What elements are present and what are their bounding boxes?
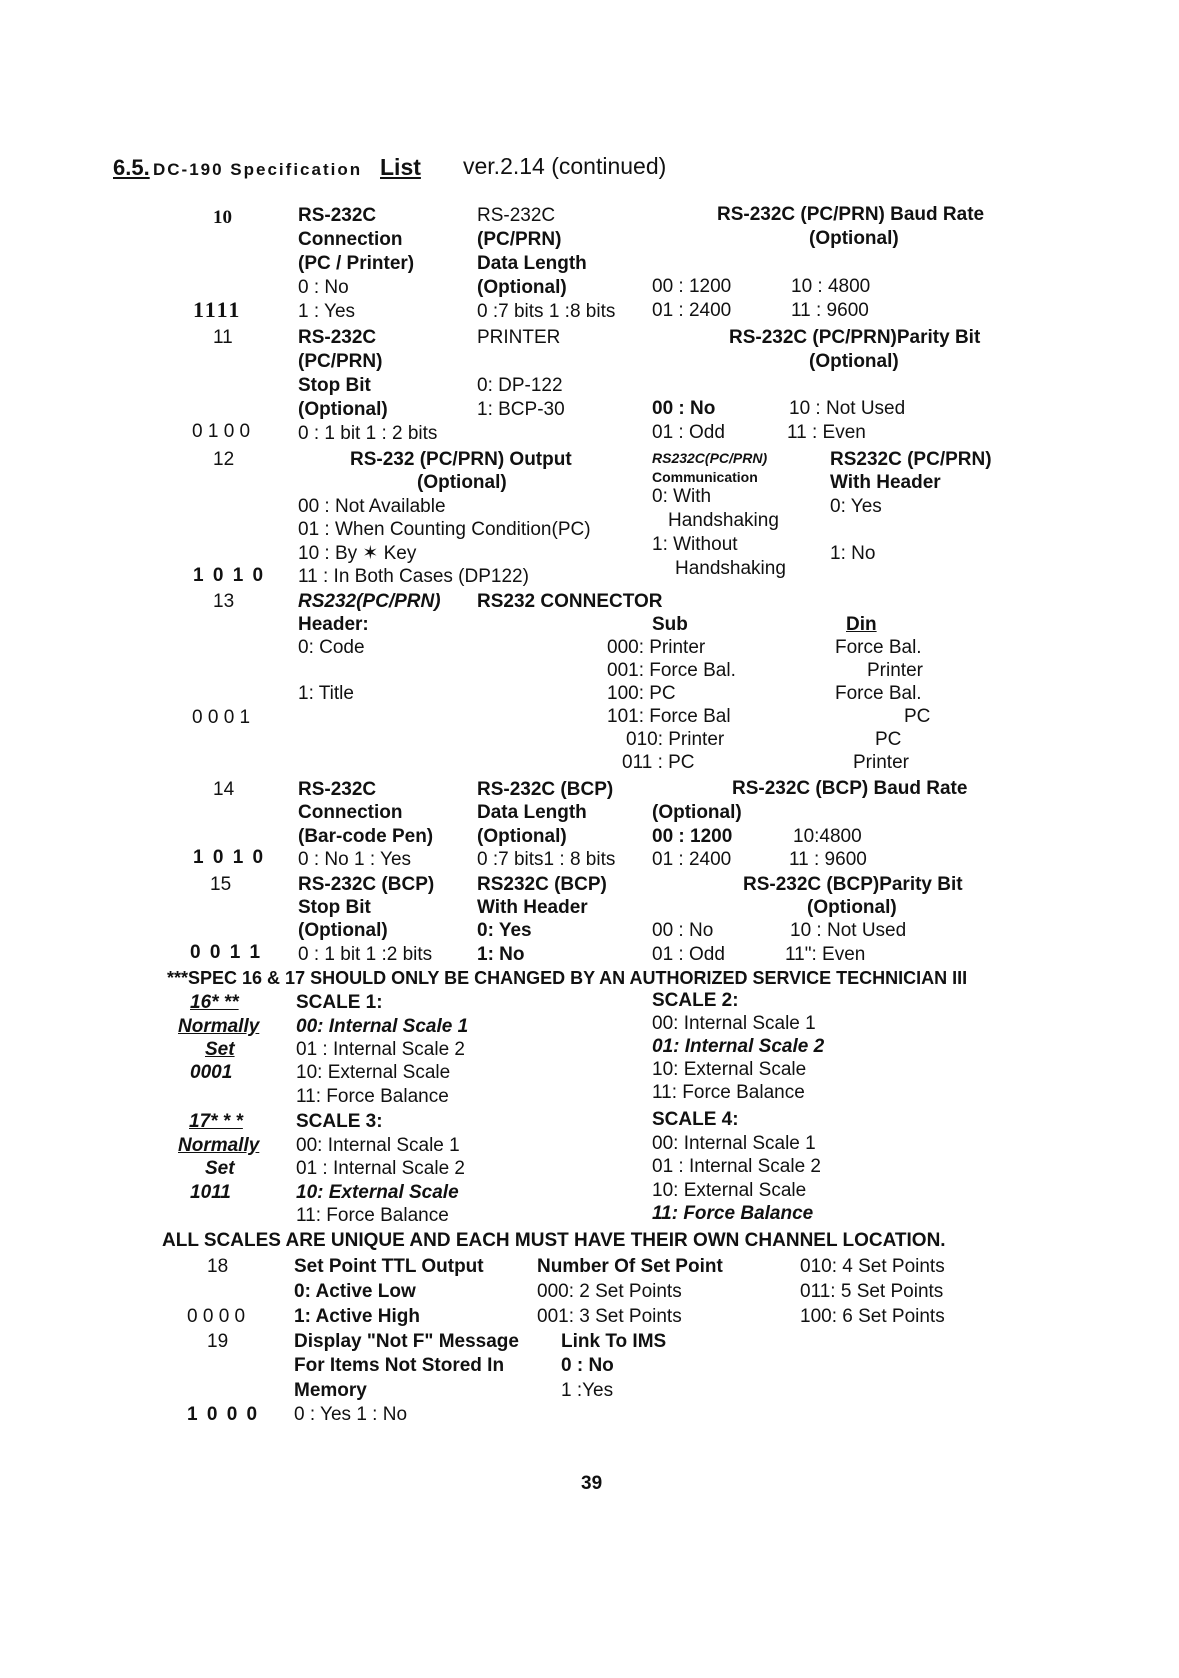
din-option: Printer	[853, 752, 909, 773]
item-title: RS-232C (BCP)	[477, 779, 614, 800]
item-option: 010: 4 Set Points	[800, 1256, 945, 1277]
item-line: (Optional)	[298, 920, 388, 941]
scale-option: 10: External Scale	[296, 1062, 451, 1083]
spec-number: 12	[213, 449, 235, 470]
spec-code: 0 1 0 0	[192, 421, 251, 442]
item-line: (Bar-code Pen)	[298, 826, 434, 847]
sub-option: 000: Printer	[607, 637, 706, 658]
item-option: 1: BCP-30	[477, 399, 565, 420]
item-option: 0 : Yes 1 : No	[294, 1404, 408, 1425]
scale-option: 01: Internal Scale 2	[652, 1036, 825, 1057]
item-option: 10 : Not Used	[789, 398, 906, 419]
item-option: 1: No	[830, 543, 876, 564]
scale-title: SCALE 1:	[296, 992, 383, 1013]
item-line: Data Length	[477, 253, 587, 274]
item-option: 011: 5 Set Points	[800, 1281, 944, 1302]
item-option: 1: Title	[298, 683, 354, 704]
item-line: (Optional)	[298, 399, 388, 420]
spec-number: 11	[213, 327, 233, 348]
spec-code: 1 0 0 0	[187, 1404, 260, 1425]
scale-title: SCALE 2:	[652, 990, 739, 1011]
din-option: PC	[875, 729, 902, 750]
sub-option: 010: Printer	[626, 729, 725, 750]
item-option: 0 : No 1 : Yes	[298, 849, 412, 870]
scale-option: 00: Internal Scale 1	[652, 1133, 816, 1154]
scale-option: 00: Internal Scale 1	[296, 1016, 469, 1037]
item-option: 0: With	[652, 486, 712, 507]
item-option: 11": Even	[785, 944, 866, 965]
item-option: 11 : 9600	[789, 849, 867, 870]
item-title: RS-232C (BCP) Baud Rate	[732, 778, 968, 799]
item-title: RS232(PC/PRN)	[298, 591, 441, 612]
section-number: 6.5.	[113, 155, 150, 180]
section-title-list: List	[380, 154, 421, 180]
din-option: Printer	[867, 660, 923, 681]
item-option: 1: Without	[652, 534, 738, 555]
spec-code: 0 0 1 1	[190, 942, 263, 963]
sub-option: 100: PC	[607, 683, 676, 704]
item-option: 00 : No	[652, 920, 714, 941]
spec-number: 15	[210, 874, 232, 895]
item-option: 0: Code	[298, 637, 365, 658]
item-option: 01 : Odd	[652, 422, 725, 443]
item-line: For Items Not Stored In	[294, 1355, 505, 1376]
item-option: 01 : Odd	[652, 944, 725, 965]
item-option: 10 : 4800	[791, 276, 871, 297]
item-option: 000: 2 Set Points	[537, 1281, 682, 1302]
item-line: Stop Bit	[298, 375, 371, 396]
item-line: Stop Bit	[298, 897, 371, 918]
item-line: Header:	[298, 614, 369, 635]
item-option: 0 : 1 bit 1 :2 bits	[298, 944, 433, 965]
item-option: 0: Yes	[830, 496, 882, 517]
item-option: 100: 6 Set Points	[800, 1306, 945, 1327]
item-line: (PC / Printer)	[298, 253, 415, 274]
item-title: RS-232C (BCP)	[298, 874, 435, 895]
item-title: RS232C(PC/PRN)	[652, 450, 768, 466]
scale-option: 00: Internal Scale 1	[296, 1135, 460, 1156]
scale-title: SCALE 4:	[652, 1109, 739, 1130]
set-label: Set	[205, 1158, 235, 1179]
spec-number: 14	[213, 779, 235, 800]
item-option: 00 : 1200	[652, 276, 732, 297]
all-scales-note: ALL SCALES ARE UNIQUE AND EACH MUST HAVE THEIR OWN CHANNEL LOCATION.	[162, 1230, 946, 1251]
item-option: 01 : 2400	[652, 300, 732, 321]
item-option: 10 : By ✶ Key	[298, 543, 417, 564]
item-subtitle: (Optional)	[809, 351, 899, 372]
item-line: RS-232C	[298, 205, 377, 226]
sub-header: Sub	[652, 614, 688, 635]
item-option: 11 : Even	[787, 422, 866, 443]
item-subtitle: (Optional)	[417, 472, 507, 493]
item-line: PRINTER	[477, 327, 561, 348]
scale-option: 01 : Internal Scale 2	[296, 1039, 465, 1060]
item-line: RS-232C	[298, 327, 377, 348]
scale-option: 11: Force Balance	[296, 1205, 449, 1226]
item-title: Link To IMS	[561, 1331, 667, 1352]
item-line: RS-232C	[477, 205, 556, 226]
din-option: Force Bal.	[835, 637, 922, 658]
spec-code: 1 0 1 0	[193, 847, 266, 868]
spec-number: 10	[213, 207, 232, 228]
item-option: 0 :7 bits1 : 8 bits	[477, 849, 616, 870]
item-line: (PC/PRN)	[477, 229, 562, 250]
item-option: 1: Active High	[294, 1306, 420, 1327]
item-option: 11 : 9600	[791, 300, 869, 321]
item-option: 10 : Not Used	[790, 920, 907, 941]
item-line: (Optional)	[477, 277, 567, 298]
page-number: 39	[581, 1473, 603, 1494]
version-label: ver.2.14 (continued)	[463, 153, 667, 179]
item-option: 1 :Yes	[561, 1380, 614, 1401]
item-line: Data Length	[477, 802, 587, 823]
scale-option: 01 : Internal Scale 2	[296, 1158, 465, 1179]
item-option: 001: 3 Set Points	[537, 1306, 682, 1327]
item-line: (PC/PRN)	[298, 351, 383, 372]
item-option: 00 : 1200	[652, 826, 733, 847]
spec-code: 0 0 0 1	[192, 707, 251, 728]
scale-option: 10: External Scale	[652, 1059, 807, 1080]
item-line: Communication	[652, 469, 758, 485]
item-option: 01 : When Counting Condition(PC)	[298, 519, 591, 540]
scale-option: 11: Force Balance	[652, 1082, 805, 1103]
item-subtitle: (Optional)	[807, 897, 897, 918]
item-option: 00 : No	[652, 398, 716, 419]
item-title: RS232C (BCP)	[477, 874, 607, 895]
item-option: 0 : 1 bit 1 : 2 bits	[298, 423, 438, 444]
item-title: RS232 CONNECTOR	[477, 591, 663, 612]
item-title: RS-232C (PC/PRN) Baud Rate	[717, 204, 985, 225]
scale-option: 00: Internal Scale 1	[652, 1013, 816, 1034]
scale-option: 11: Force Balance	[296, 1086, 449, 1107]
sub-option: 001: Force Bal.	[607, 660, 736, 681]
sub-option: 101: Force Bal	[607, 706, 731, 727]
item-title: Number Of Set Point	[537, 1256, 723, 1277]
sub-option: 011 : PC	[622, 752, 695, 773]
spec-code: 0001	[190, 1062, 233, 1083]
scale-option: 01 : Internal Scale 2	[652, 1156, 821, 1177]
item-line: (Optional)	[477, 826, 567, 847]
scale-option: 11: Force Balance	[652, 1203, 814, 1224]
spec-number: 19	[207, 1331, 229, 1352]
item-option: Handshaking	[675, 558, 786, 579]
item-option: 0: DP-122	[477, 375, 563, 396]
din-option: PC	[904, 706, 931, 727]
spec-code: 0 0 0 0	[187, 1306, 246, 1327]
item-option: 01 : 2400	[652, 849, 732, 870]
item-title: Set Point TTL Output	[294, 1256, 484, 1277]
item-line: With Header	[477, 897, 588, 918]
item-option: 11 : In Both Cases (DP122)	[298, 566, 529, 587]
item-option: Handshaking	[668, 510, 779, 531]
item-option: 00 : Not Available	[298, 496, 446, 517]
spec-code: 1011	[190, 1182, 231, 1203]
item-line: Memory	[294, 1380, 367, 1401]
item-subtitle: (Optional)	[809, 228, 899, 249]
warning-note: ***SPEC 16 & 17 SHOULD ONLY BE CHANGED BY AN AUTHORIZED SERVICE TECHNICIAN III	[167, 968, 968, 988]
scale-option: 10: External Scale	[296, 1182, 459, 1203]
spec-code: 1 0 1 0	[193, 565, 266, 586]
item-option: 0 : No	[561, 1355, 614, 1376]
normally-label: Normally	[178, 1135, 260, 1156]
din-header: Din	[846, 614, 877, 635]
item-title: RS-232C (BCP)Parity Bit	[743, 874, 963, 895]
din-option: Force Bal.	[835, 683, 922, 704]
scale-title: SCALE 3:	[296, 1111, 383, 1132]
item-option: 0 : No	[298, 277, 349, 298]
spec-number: 18	[207, 1256, 229, 1277]
item-title: Display "Not F" Message	[294, 1331, 519, 1352]
spec-number: 13	[213, 591, 235, 612]
spec-code: 1111	[193, 297, 242, 322]
item-option: 1: No	[477, 944, 525, 965]
item-line: Connection	[298, 802, 403, 823]
normally-label: Normally	[178, 1016, 260, 1037]
spec-label: 16* **	[190, 992, 239, 1013]
item-title: RS-232C (PC/PRN)Parity Bit	[729, 327, 981, 348]
item-option: 0: Yes	[477, 920, 532, 941]
item-option: 0 :7 bits 1 :8 bits	[477, 301, 616, 322]
set-label: Set	[205, 1039, 235, 1060]
item-line: With Header	[830, 472, 941, 493]
item-option: 0: Active Low	[294, 1281, 416, 1302]
section-title: DC-190 Specification	[153, 160, 363, 179]
scale-option: 10: External Scale	[652, 1180, 807, 1201]
item-subtitle: (Optional)	[652, 802, 742, 823]
spec-label: 17* * *	[189, 1111, 243, 1132]
item-title: RS232C (PC/PRN)	[830, 449, 992, 470]
item-title: RS-232C	[298, 779, 377, 800]
item-line: Connection	[298, 229, 403, 250]
item-option: 1 : Yes	[298, 301, 356, 322]
item-option: 10:4800	[793, 826, 862, 847]
item-title: RS-232 (PC/PRN) Output	[350, 449, 572, 470]
